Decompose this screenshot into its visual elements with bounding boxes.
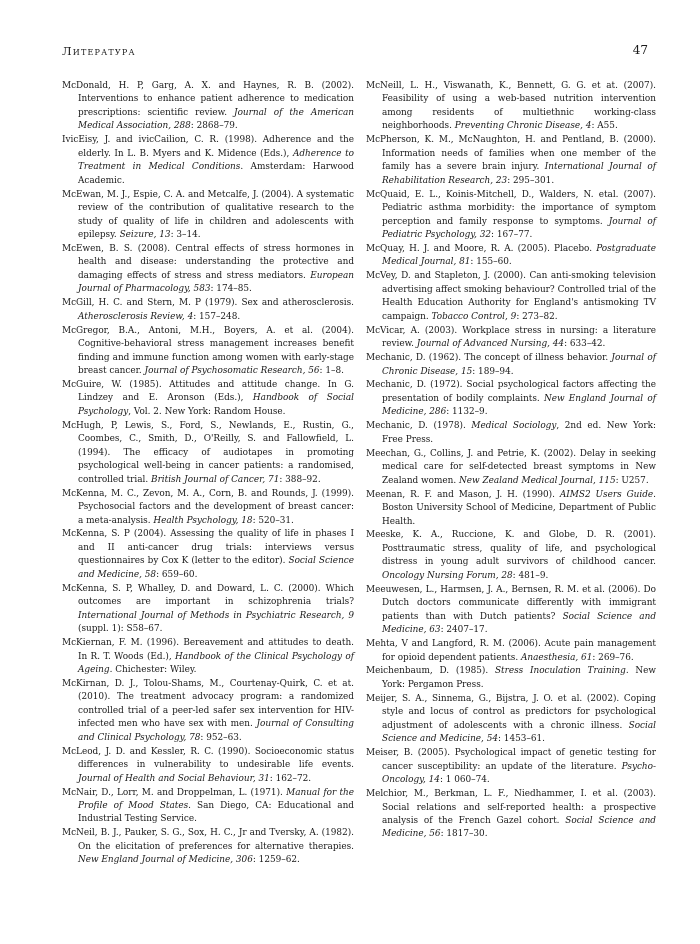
reference-source: Seizure, 13 — [119, 229, 171, 240]
reference-tail: , 2nd ed. New York: Free Press. — [382, 421, 656, 445]
reference-text: McEwan, M. J., Espie, C. A. and Metcalfe, J. (2004). A systematic review of the contribution of qualitative research to the study of quality of life in children and adolescents with epilepsy. — [62, 189, 354, 240]
reference-text: McKenna, S. P, Whalley, D. and Doward, L. C. (2000). Which outcomes are important in schizophrenia trials? — [62, 583, 354, 608]
reference-source: International Journal of Rehabilitation Research, 23 — [382, 162, 657, 186]
reference-source: Postgraduate Medical Journal, 81 — [382, 243, 656, 268]
reference-text: McNeil, B. J., Pauker, S. G., Sox, H. C., Jr and Tversky, A. (1982). On the elicitation of preferences for alternative therapies. — [62, 828, 354, 852]
reference-tail: : 269–76. — [592, 652, 634, 663]
reference-text: Meechan, G., Collins, J. and Petrie, K. (2002). Delay in seeking medical care for self-detected breast symptoms in New Zealand women. — [366, 448, 656, 486]
reference-tail: : 3–14. — [170, 229, 201, 240]
reference-tail: : 388–92. — [279, 474, 321, 485]
reference-entry — [366, 379, 656, 419]
reference-entry — [366, 529, 656, 583]
reference-entry — [366, 747, 656, 787]
reference-entry — [62, 787, 354, 827]
reference-entry — [62, 488, 354, 528]
reference-source: Journal of Pediatric Psychology, 32 — [382, 216, 657, 240]
reference-entry — [366, 420, 656, 447]
reference-entry — [366, 693, 656, 747]
reference-source: New Zealand Medical Journal, 115 — [459, 475, 616, 486]
reference-text: Meenan, R. F. and Mason, J. H. (1990). — [366, 489, 560, 500]
reference-tail: : 1817–30. — [440, 829, 488, 840]
reference-text: McVey, D. and Stapleton, J. (2000). Can anti-smoking television advertising affect smoking behaviour? Controlled trial of the Health Education Authority for England's antismoking TV campaign. — [366, 271, 656, 322]
reference-text: IvicEisy, J. and ivicCailion, C. R. (1998). Adherence and the elderly. In L. B. Myers and K. Midence (Eds.), — [62, 135, 354, 159]
reference-source: Social Science and Medicine, 58 — [78, 556, 355, 580]
reference-text: McHugh, P, Lewis, S., Ford, S., Newlands, E., Rustin, G., Coombes, C., Smith, D., O'Reilly, S. and Fallowfield, L. (1994). The efficacy of audiotapes in promoting psychological well-being in cancer patients: a randomised, controlled trial. — [62, 420, 354, 485]
reference-entry — [366, 489, 656, 529]
reference-entry — [62, 325, 354, 379]
page-header — [62, 44, 648, 64]
reference-source: European Journal of Pharmacology, 583 — [78, 270, 354, 295]
reference-source: Journal of Chronic Disease, 15 — [382, 353, 657, 377]
reference-entry — [366, 243, 656, 270]
reference-tail: : 174–85. — [210, 284, 252, 295]
references-right-column — [366, 80, 656, 842]
reference-text: Meichenbaum, D. (1985). — [366, 666, 495, 677]
reference-tail: : 520–31. — [252, 515, 294, 526]
reference-entry — [62, 827, 354, 867]
reference-text: McKiernan, F. M. (1996). Bereavement and attitudes to death. In R. T. Woods (Ed.), — [62, 638, 354, 662]
reference-source: Anaesthesia, 61 — [520, 652, 593, 663]
reference-tail: : 155–60. — [470, 257, 512, 268]
reference-text: McEwen, B. S. (2008). Central effects of stress hormones in health and disease: understanding the protective and damaging effects of stress and stress mediators. — [62, 243, 354, 281]
reference-entry — [62, 420, 354, 487]
reference-source: Journal of Psychosomatic Research, 56 — [144, 366, 320, 377]
reference-entry — [366, 665, 656, 692]
reference-entry — [62, 528, 354, 582]
reference-source: Social Science and Medicine, 56 — [382, 815, 656, 840]
reference-entry — [366, 80, 656, 134]
reference-text: Meijer, S. A., Sinnema, G., Bijstra, J. O. et al. (2002). Coping style and locus of control as predictors for psychological adjustment of adolescents with a chronic illness. — [366, 693, 656, 731]
reference-text: McKenna, S. P (2004). Assessing the quality of life in phases I and II anti-cancer drug trials: interviews versus questionnaires by Cox K (letter to the editor). — [62, 529, 354, 567]
reference-source: New England Journal of Medicine, 286 — [382, 393, 656, 418]
reference-text: Mehta, V and Langford, R. M. (2006). Acute pain management for opioid dependent patients. — [366, 639, 656, 663]
reference-entry — [62, 583, 354, 637]
reference-source: Adherence to Treatment in Medical Conditions — [78, 148, 354, 173]
reference-entry — [62, 637, 354, 677]
reference-source: Journal of Consulting and Clinical Psychology, 78 — [78, 719, 354, 743]
reference-tail: . New York: Pergamon Press. — [382, 666, 656, 690]
reference-source: Psycho-Oncology, 14 — [382, 761, 656, 786]
reference-entry — [62, 243, 354, 297]
reference-text: McKenna, M. C., Zevon, M. A., Corn, B. and Rounds, J. (1999). Psychosocial factors and the development of breast cancer: a meta-analysis. — [62, 488, 354, 526]
reference-source: Medical Sociology — [471, 421, 557, 432]
reference-source: Oncology Nursing Forum, 28 — [382, 570, 513, 581]
reference-entry — [62, 134, 354, 188]
reference-text: Mechanic, D. (1978). — [366, 421, 472, 432]
reference-text: McGregor, B.A., Antoni, M.H., Boyers, A. et al. (2004). Cognitive-behavioral stress management increases benefit finding and immune function among women with early-stage breast cancer. — [62, 325, 354, 377]
reference-tail: , Vol. 2. New York: Random House. — [128, 406, 286, 417]
reference-tail: . Boston University School of Medicine, Department of Public Health. — [382, 489, 656, 527]
reference-text: McKirnan, D. J., Tolou-Shams, M., Courtenay-Quirk, C. et at. (2010). The treatment advocacy program: a randomized controlled trial of a peer-led safer sex intervention for HIV- infected men who have sex with men. — [62, 678, 354, 730]
reference-entry — [366, 270, 656, 324]
reference-source: Preventing Chronic Disease, 4 — [454, 121, 592, 132]
reference-text: Melchior, M., Berkman, L. F., Niedhammer, I. et al. (2003). Social relations and self-reported health: a prospective analysis of the French Gazel cohort. — [366, 789, 656, 826]
reference-text: McGuire, W. (1985). Attitudes and attitude change. In G. Lindzey and E. Aronson (Eds.), — [62, 379, 354, 404]
reference-tail: . San Diego, CA: Educational and Industrial Testing Service. — [78, 801, 354, 825]
reference-source: Stress Inoculation Training — [494, 666, 626, 677]
reference-entry — [366, 638, 656, 665]
reference-tail: : 659–60. — [156, 569, 198, 580]
reference-text: McNeill, L. H., Viswanath, K., Bennett, G. G. et at. (2007). Feasibility of using a web-based nutrition intervention among residents of multiethnic working-class neighborhoods. — [366, 81, 656, 132]
reference-tail: : 1259–62. — [252, 855, 300, 866]
reference-text: Mechanic, D. (1962). The concept of illness behavior. — [366, 353, 612, 364]
reference-source: British Journal of Cancer, 71 — [151, 474, 280, 485]
reference-tail: : 2407–17. — [440, 625, 488, 636]
reference-source: AIMS2 Users Guide — [559, 489, 654, 500]
reference-tail: (suppl. 1): S58–67. — [78, 624, 163, 635]
reference-tail: . Chichester: Wiley. — [109, 664, 197, 675]
reference-source: Journal of Health and Social Behaviour, 31 — [78, 773, 270, 784]
reference-text: McNair, D., Lorr, M. and Droppelman, L. (1971). — [62, 787, 287, 798]
reference-tail: : 1132–9. — [446, 407, 488, 418]
reference-tail: : 189–94. — [472, 366, 514, 377]
reference-source: Handbook of the Clinical Psychology of Ageing — [78, 651, 354, 675]
reference-source: Journal of the American Medical Association, 288 — [78, 107, 354, 132]
reference-text: Meiser, B. (2005). Psychological impact of genetic testing for cancer susceptibility: an update of the literature. — [366, 748, 656, 772]
reference-tail: : 2868–79. — [190, 121, 238, 132]
reference-source: Tobacco Control, 9 — [431, 311, 517, 322]
reference-entry — [62, 189, 354, 243]
reference-tail: : 295–301. — [507, 175, 555, 186]
reference-tail: : 157–248. — [193, 311, 241, 322]
reference-entry — [366, 134, 656, 188]
reference-source: New England Journal of Medicine, 306 — [78, 855, 253, 866]
reference-source: Social Science and Medicine, 54 — [382, 720, 656, 745]
reference-tail: : U257. — [615, 475, 649, 486]
reference-tail: : 1–8. — [319, 366, 344, 377]
running-title: Литература — [62, 44, 136, 58]
reference-source: Manual for the Profile of Mood States — [78, 787, 354, 812]
reference-source: Handbook of Social Psychology — [78, 393, 354, 417]
reference-entry — [366, 325, 656, 352]
reference-text: McGill, H. C. and Stern, M. P (1979). Sex and atherosclerosis. — [62, 298, 354, 309]
reference-text: Meeske, K. A., Ruccione, K. and Globe, D. R. (2001). Posttraumatic stress, quality of life, and psychological distress in young adult survivors of childhood cancer. — [366, 530, 656, 568]
reference-tail: : 633–42. — [564, 339, 606, 350]
reference-tail: . Amsterdam: Harwood Academic. — [78, 162, 354, 186]
reference-text: McQuay, H. J. and Moore, R. A. (2005). Placebo. — [366, 243, 597, 254]
reference-source: Social Science and Medicine, 63 — [382, 611, 656, 636]
reference-source: International Journal of Methods in Psychiatric Research, 9 — [78, 610, 354, 621]
reference-tail: : 481–9. — [512, 570, 549, 581]
reference-entry — [62, 379, 354, 419]
reference-tail: : A55. — [591, 121, 618, 132]
reference-tail: : 1453–61. — [497, 734, 545, 745]
reference-tail: : 167–77. — [491, 229, 533, 240]
reference-tail: : 162–72. — [269, 773, 312, 784]
reference-entry — [366, 788, 656, 842]
reference-source: Health Psychology, 18 — [153, 515, 253, 526]
reference-entry — [366, 584, 656, 638]
reference-entry — [366, 189, 656, 243]
reference-tail: : 1 060–74. — [439, 775, 490, 786]
reference-text: McDonald, H. P, Garg, A. X. and Haynes, R. B. (2002). Interventions to enhance patient adherence to medication prescriptions: scientific review. — [62, 81, 354, 118]
reference-text: McQuaid, E. L., Koinis-Mitchell, D., Walders, N. etal. (2007). Pediatric asthma morbidity: the importance of symptom perception and family response to symptoms. — [366, 189, 656, 227]
reference-entry — [366, 448, 656, 488]
reference-source: Atherosclerosis Review, 4 — [78, 311, 194, 322]
reference-entry — [62, 746, 354, 786]
reference-text: McVicar, A. (2003). Workplace stress in nursing: a literature review. — [366, 325, 656, 350]
reference-text: McLeod, J. D. and Kessler, R. C. (1990). Socioeconomic status differences in vulnerability to undesirable life events. — [62, 746, 354, 771]
reference-entry — [62, 678, 354, 745]
reference-text: McPherson, K. M., McNaughton, H. and Pentland, B. (2000). Information needs of families when one member of the family has a severe brain injury. — [366, 135, 656, 173]
reference-source: Journal of Advanced Nursing, 44 — [416, 339, 565, 350]
reference-entry — [366, 352, 656, 379]
page-number: 47 — [632, 43, 648, 57]
reference-text: Meeuwesen, L., Harmsen, J. A., Bernsen, R. M. et al. (2006). Do Dutch doctors communicate differently with immigrant patients than with Dutch patients? — [366, 584, 656, 622]
reference-tail: : 273–82. — [516, 311, 558, 322]
reference-entry — [62, 80, 354, 134]
reference-tail: : 952–63. — [200, 732, 242, 743]
reference-text: Mechanic, D. (1972). Social psychological factors affecting the presentation of bodily complaints. — [366, 380, 656, 404]
references-left-column — [62, 80, 354, 868]
reference-entry — [62, 297, 354, 324]
